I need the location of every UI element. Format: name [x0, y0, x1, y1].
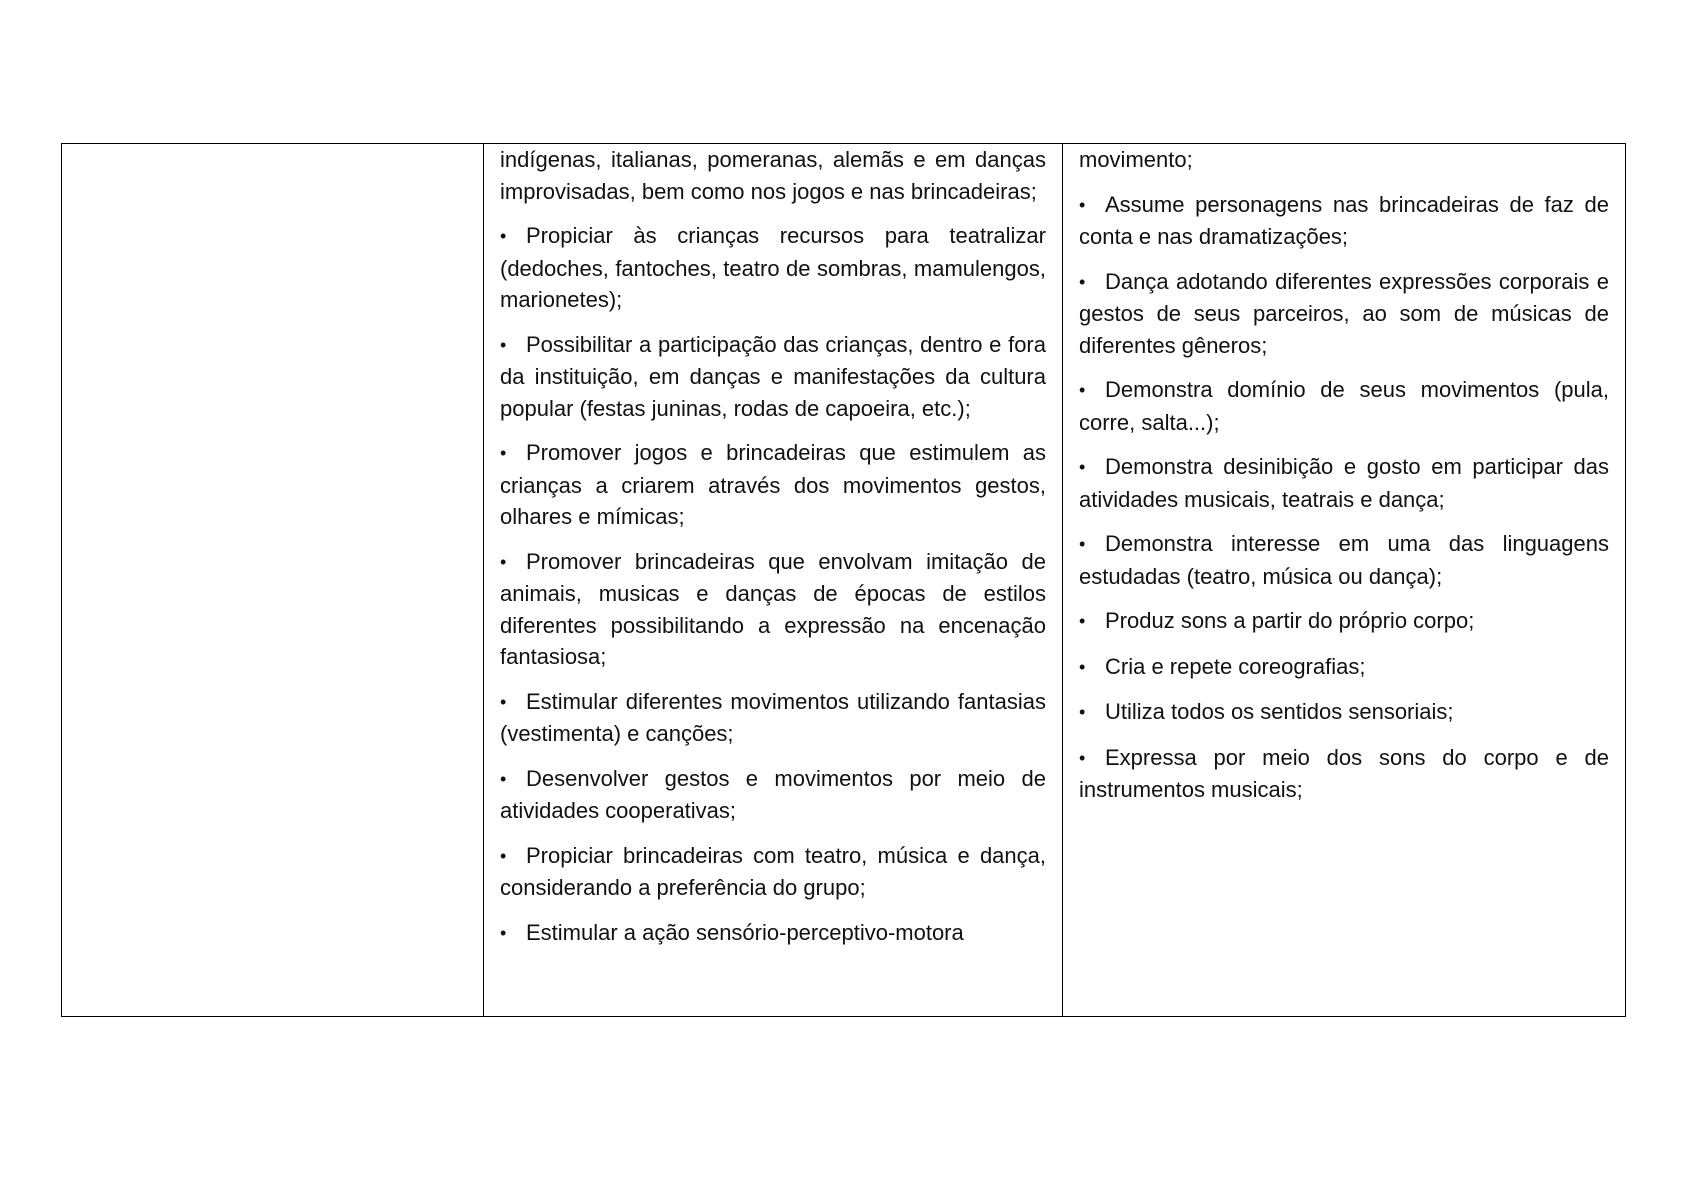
- table-column-3: [1063, 144, 1625, 1016]
- table-column-2: [484, 144, 1063, 1016]
- bullet-icon: •: [500, 922, 507, 943]
- bullet-icon: •: [1079, 702, 1086, 722]
- list-item-text: Dança adotando diferentes expressões corporais e gestos de seus parceiros, ao som de músicas de diferentes gêneros;: [1079, 268, 1609, 358]
- list-item-text: Promover brincadeiras que envolvam imitação de animais, musicas e danças de épocas de estilos diferentes possibilitando a expressão na encenação fantasiosa;: [500, 548, 1046, 669]
- list-item: [500, 329, 1046, 425]
- bullet-icon: •: [1079, 457, 1086, 477]
- list-item: [500, 840, 1046, 904]
- bullet-icon: •: [1079, 194, 1086, 215]
- list-item-text: Promover jogos e brincadeiras que estimulem as crianças a criarem através dos movimentos gestos, olhares e mímicas;: [500, 440, 1046, 529]
- list-item: [1079, 528, 1609, 592]
- bullet-icon: •: [1079, 656, 1086, 677]
- list-item-text: Demonstra interesse em uma das linguagens estudadas (teatro, música ou dança);: [1079, 531, 1609, 589]
- list-item-text: Demonstra domínio de seus movimentos (pula, corre, salta...);: [1079, 377, 1609, 435]
- bullet-icon: •: [1079, 271, 1086, 292]
- list-item: [1079, 266, 1609, 362]
- bullet-icon: •: [500, 334, 507, 355]
- column-3-list: [1079, 144, 1609, 806]
- list-item-text: Utiliza todos os sentidos sensoriais;: [1105, 699, 1454, 724]
- table-column-1: [62, 144, 484, 1016]
- list-item: [500, 437, 1046, 533]
- list-item: [500, 546, 1046, 673]
- list-item-text: Produz sons a partir do próprio corpo;: [1105, 608, 1475, 633]
- list-item-text: Assume personagens nas brincadeiras de faz de conta e nas dramatizações;: [1079, 191, 1609, 249]
- bullet-icon: •: [1079, 611, 1086, 631]
- list-item-text: indígenas, italianas, pomeranas, alemãs e em danças improvisadas, bem como nos jogos e nas brincadeiras;: [500, 147, 1046, 204]
- list-item-text: Demonstra desinibição e gosto em participar das atividades musicais, teatrais e dança;: [1079, 454, 1609, 512]
- list-item-text: Propiciar brincadeiras com teatro, música e dança, considerando a preferência do grupo;: [500, 842, 1046, 900]
- bullet-icon: •: [500, 226, 507, 246]
- bullet-icon: •: [1079, 534, 1086, 554]
- bullet-icon: •: [500, 845, 507, 866]
- bullet-icon: •: [1079, 380, 1086, 400]
- list-item-text: movimento;: [1079, 147, 1193, 172]
- list-item-text: Desenvolver gestos e movimentos por meio de atividades cooperativas;: [500, 765, 1046, 823]
- list-item: [1079, 189, 1609, 253]
- list-item-text: Expressa por meio dos sons do corpo e de instrumentos musicais;: [1079, 744, 1609, 802]
- list-item-text: Cria e repete coreografias;: [1105, 653, 1366, 679]
- list-item: [1079, 374, 1609, 438]
- list-item-text: Propiciar às crianças recursos para teatralizar (dedoches, fantoches, teatro de sombras, mamulengos, marionetes);: [500, 223, 1046, 312]
- list-item: [1079, 451, 1609, 515]
- list-item-continuation: [500, 144, 1046, 207]
- list-item-text: Possibilitar a participação das crianças, dentro e fora da instituição, em danças e manifestações da cultura popular (festas juninas, rodas de capoeira, etc.);: [500, 331, 1046, 421]
- bullet-icon: •: [500, 691, 507, 712]
- list-item: [500, 686, 1046, 750]
- list-item: [1079, 605, 1609, 638]
- list-item: [1079, 742, 1609, 806]
- list-item-text: Estimular diferentes movimentos utilizando fantasias (vestimenta) e canções;: [500, 688, 1046, 746]
- list-item: [1079, 651, 1609, 684]
- list-item: [500, 220, 1046, 316]
- bullet-icon: •: [500, 443, 507, 463]
- bullet-icon: •: [500, 768, 507, 789]
- bullet-icon: •: [1079, 747, 1086, 768]
- bullet-icon: •: [500, 551, 507, 572]
- list-item-text: Estimular a ação sensório-perceptivo-motora: [526, 919, 964, 945]
- content-table: [61, 143, 1626, 1017]
- list-item: [500, 763, 1046, 827]
- list-item: [1079, 696, 1609, 729]
- list-item: [500, 917, 1046, 950]
- column-2-list: [500, 144, 1046, 949]
- list-item-continuation: [1079, 144, 1609, 176]
